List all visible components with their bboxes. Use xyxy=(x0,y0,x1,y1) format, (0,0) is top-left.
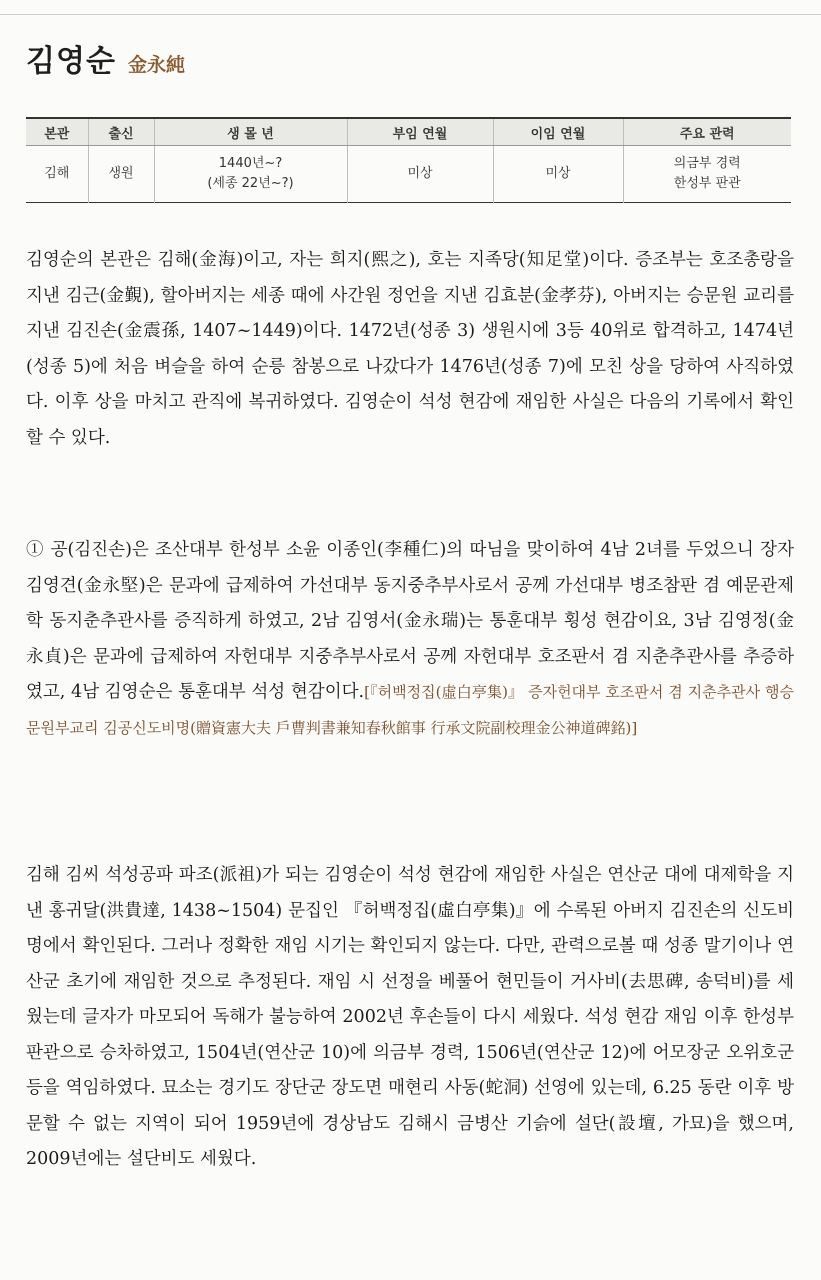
career-item-1: 의금부 경력 xyxy=(673,156,741,171)
title-korean-name: 김영순 xyxy=(26,44,116,79)
cell-arrival: 미상 xyxy=(347,146,493,203)
cell-chulsin: 생원 xyxy=(88,146,154,203)
table-header-row xyxy=(26,118,791,146)
table-row xyxy=(26,146,791,203)
header-arrival: 부임 연월 xyxy=(347,118,493,146)
quoted-record-text: ① 공(김진손)은 조산대부 한성부 소윤 이종인(李種仁)의 따님을 맞이하여 4남 2녀를 두었으니 장자 김영견(金永堅)은 문과에 급제하여 가선대부 동지중추부사로서 공께 가선대부 병조참판 겸 예문관제학 동지춘추관사를 증직하게 하였고, 2남 김영서(金永瑞)는 통훈대부 횡성 현감이요, 3남 김영정(金永貞)은 문과에 급제하여 자헌대부 지중추부사로서 공께 자헌대부 호조판서 겸 지춘추관사를 추증하였고, 4남 김영순은 통훈대부 석성 현감이다. xyxy=(26,540,794,702)
lifespan-years: 1440년~? xyxy=(218,156,283,171)
title-hanja-name: 金永純 xyxy=(127,54,185,76)
biography-paragraph-2: 김해 김씨 석성공파 파조(派祖)가 되는 김영순이 석성 현감에 재임한 사실은 연산군 대에 대제학을 지낸 홍귀달(洪貴達, 1438~1504) 문집인 『허백정집(虛白亭集)』에 수록된 아버지 김진손의 신도비명에서 확인된다. 그러나 정확한 재임 시기는 확인되지 않는다. 다만, 관력으로볼 때 성종 말기이나 연산군 초기에 재임한 것으로 추정된다. 재임 시 선정을 베풀어 현민들이 거사비(去思碑, 송덕비)를 세웠는데 글자가 마모되어 독해가 불능하여 2002년 후손들이 다시 세웠다. 석성 현감 재임 이후 한성부 판관으로 승차하였고, 1504년(연산군 10)에 의금부 경력, 1506년(연산군 12)에 어모장군 오위호군 등을 역임하였다. 묘소는 경기도 장단군 장도면 매현리 사동(蛇洞) 선영에 있는데, 6.25 동란 이후 방문할 수 없는 지역이 되어 1959년에 경상남도 김해시 금병산 기슭에 설단(設壇, 가묘)을 했으며, 2009년에는 설단비도 세웠다. xyxy=(26,865,794,1169)
page-title xyxy=(26,36,185,80)
cell-departure: 미상 xyxy=(493,146,623,203)
quoted-record-source: [『허백정집(虛白亭集)』 증자헌대부 호조판서 겸 지춘추관사 행승문원부교리 김공신도비명(贈資憲大夫 戶曹判書兼知春秋館事 行承文院副校理金公神道碑銘)] xyxy=(26,683,794,737)
header-departure: 이임 연월 xyxy=(493,118,623,146)
cell-career xyxy=(623,146,791,203)
header-chulsin: 출신 xyxy=(88,118,154,146)
lifespan-reign: (세종 22년~?) xyxy=(207,176,294,191)
biography-paragraph-1: 김영순의 본관은 김해(金海)이고, 자는 희지(熙之), 호는 지족당(知足堂)이다. 증조부는 호조총랑을 지낸 김근(金覲), 할아버지는 세종 때에 사간원 정언을 지낸 김효분(金孝芬), 아버지는 승문원 교리를 지낸 김진손(金震孫, 1407~1449)이다. 1472년(성종 3) 생원시에 3등 40위로 합격하고, 1474년(성종 5)에 처음 벼슬을 하여 순릉 참봉으로 나갔다가 1476년(성종 7)에 모친 상을 당하여 사직하였다. 이후 상을 마치고 관직에 복귀하였다. 김영순이 석성 현감에 재임한 사실은 다음의 기록에서 확인할 수 있다. xyxy=(26,250,794,448)
header-lifespan: 생 몰 년 xyxy=(154,118,347,146)
cell-bongwan: 김해 xyxy=(44,166,70,181)
cell-lifespan xyxy=(154,146,347,203)
profile-table xyxy=(26,117,791,203)
quoted-record-paragraph xyxy=(26,533,794,746)
header-bongwan: 본관 xyxy=(26,118,88,146)
top-rule xyxy=(0,14,821,15)
career-item-2: 한성부 판관 xyxy=(673,176,741,191)
header-career: 주요 관력 xyxy=(623,118,791,146)
